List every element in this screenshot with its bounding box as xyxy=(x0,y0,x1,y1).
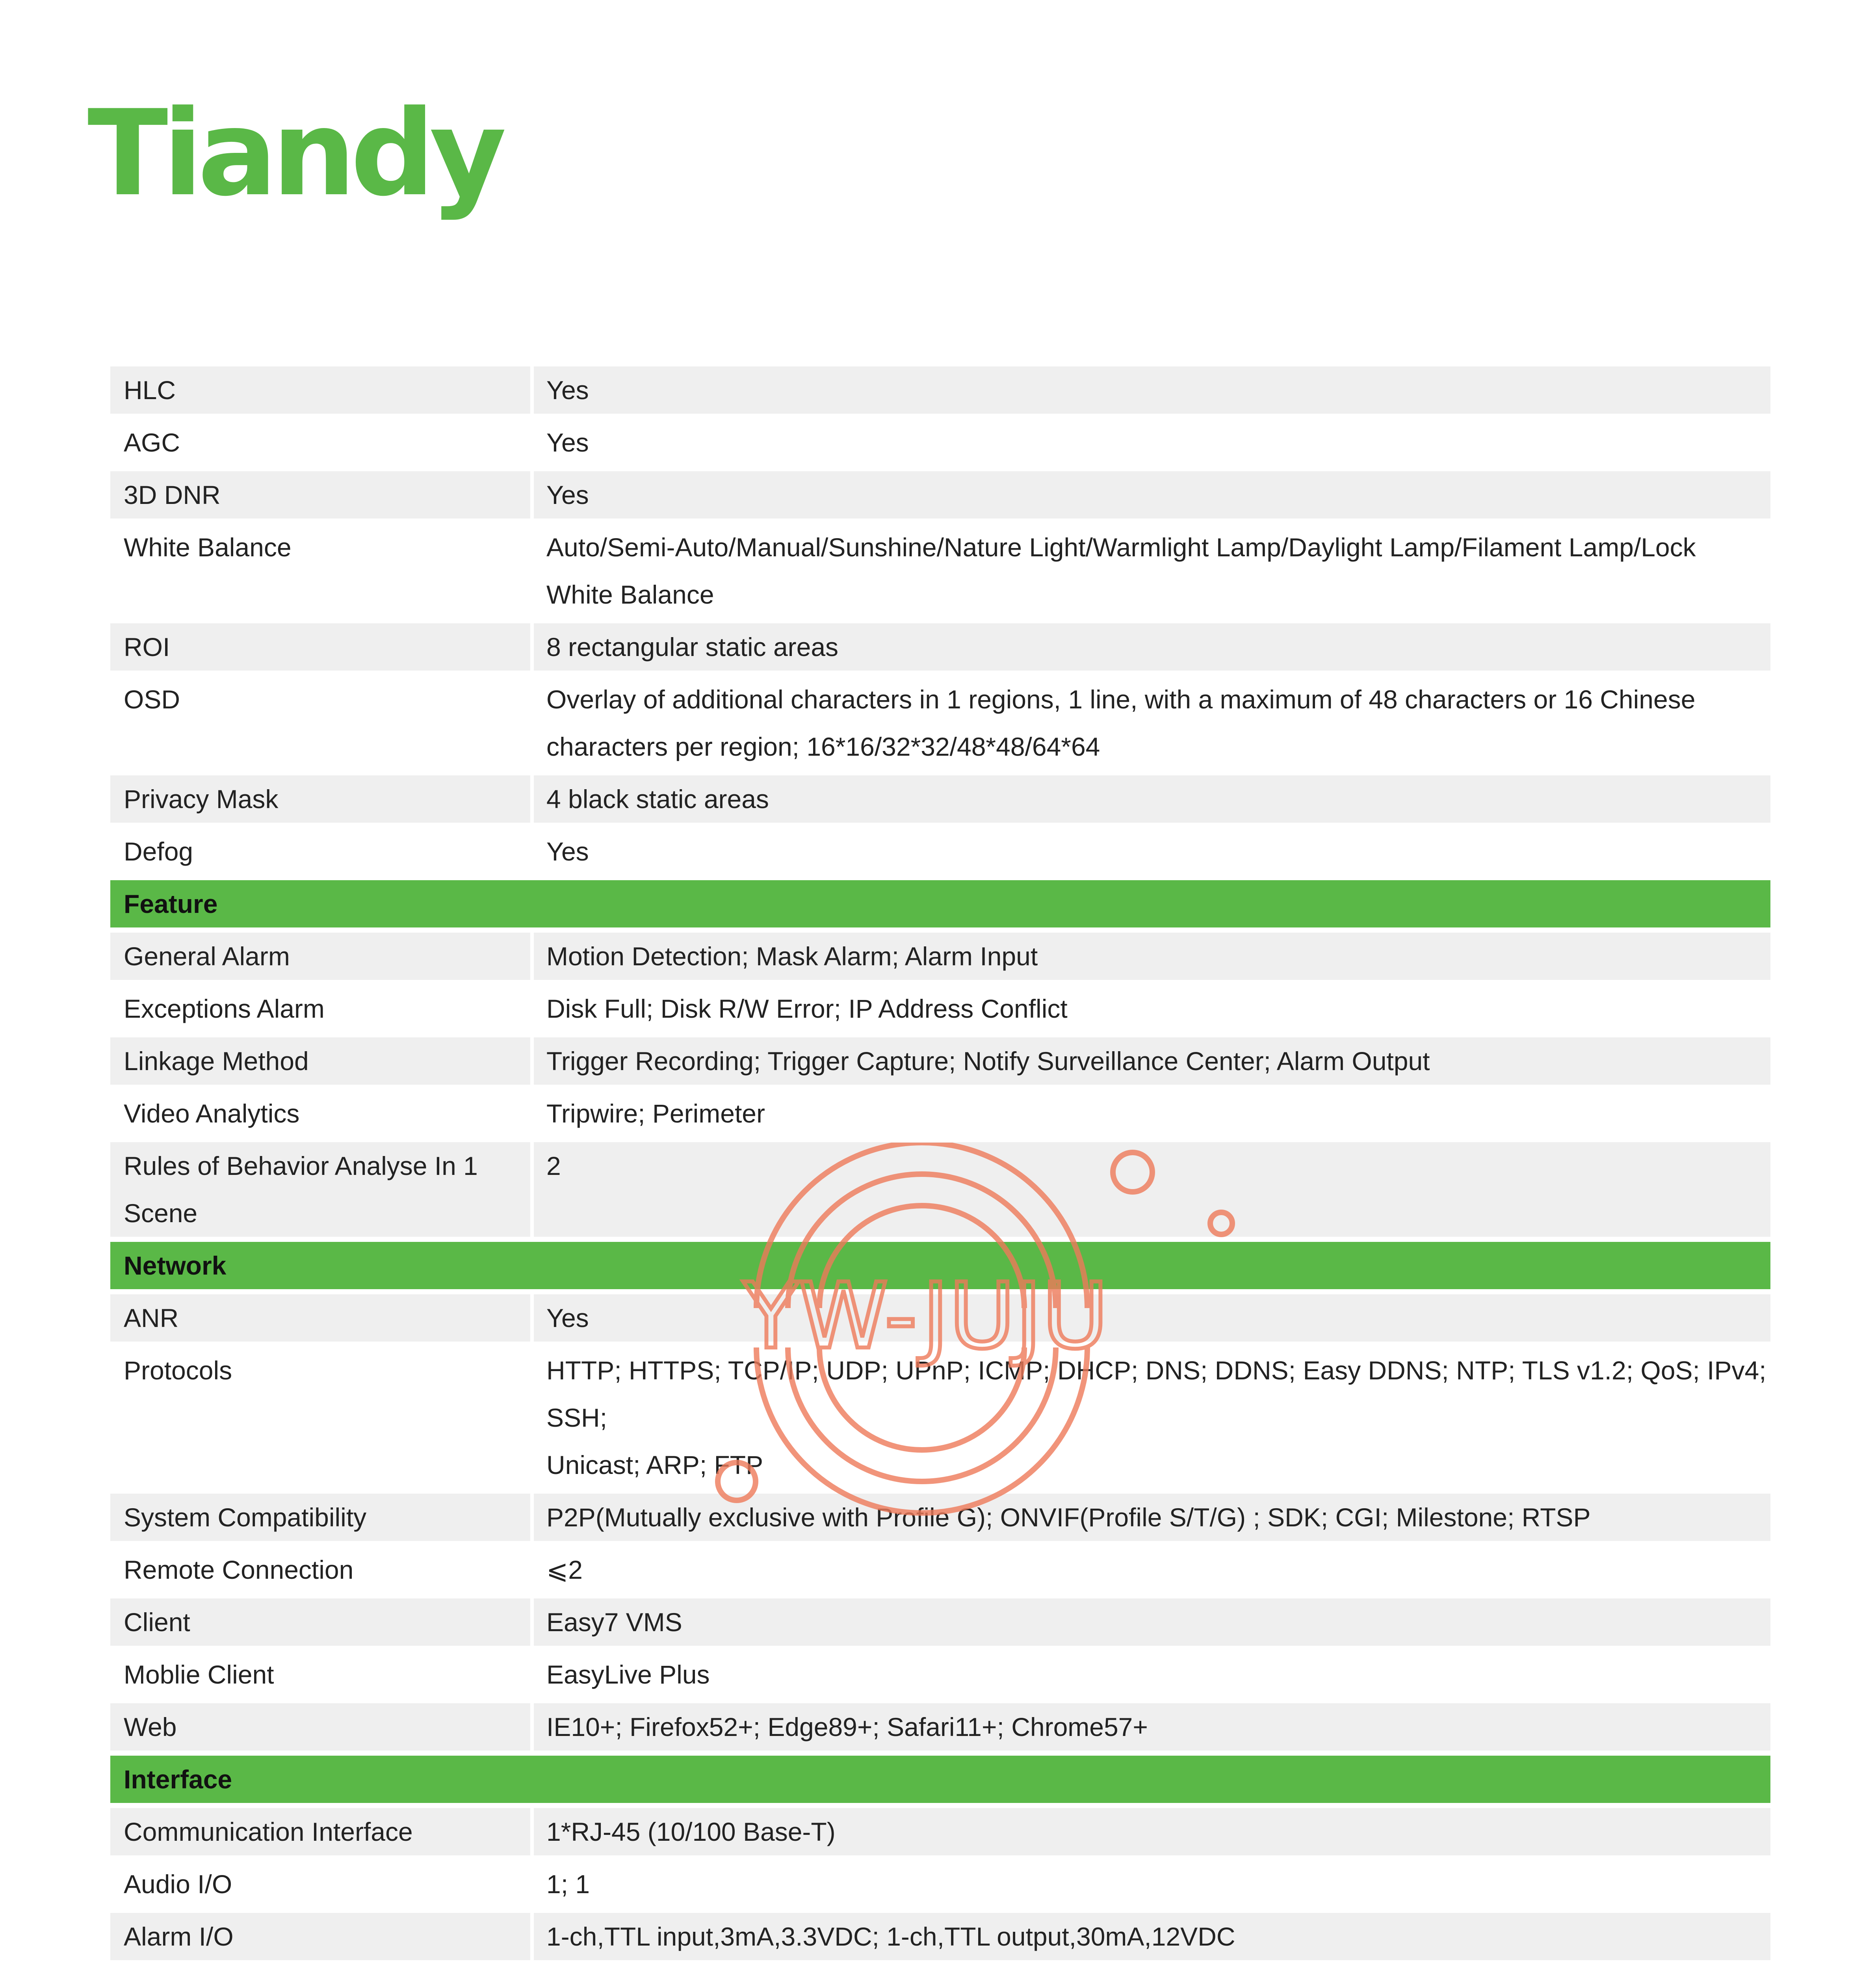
spec-row xyxy=(110,1347,1770,1494)
spec-row xyxy=(110,1142,1770,1242)
spec-row xyxy=(110,366,1770,419)
watermark-text: YW-JUJU xyxy=(743,1264,1109,1369)
spec-row xyxy=(110,1808,1770,1860)
spec-label: 3D DNR xyxy=(110,471,530,519)
spec-row xyxy=(110,1090,1770,1142)
spec-row xyxy=(110,419,1770,471)
spec-value: 1*RJ-45 (10/100 Base-T) xyxy=(534,1808,1770,1855)
spec-row xyxy=(110,775,1770,828)
spec-label: Protocols xyxy=(110,1347,530,1489)
spec-table xyxy=(110,366,1770,1970)
spec-label: HLC xyxy=(110,366,530,414)
spec-label: Alarm I/O xyxy=(110,1913,530,1960)
spec-label: System Compatibility xyxy=(110,1494,530,1541)
spec-label: AGC xyxy=(110,419,530,466)
spec-value: P2P(Mutually exclusive with Profile G); ONVIF(Profile S/T/G) ; SDK; CGI; Milestone; RTSP xyxy=(534,1494,1770,1541)
spec-value: Yes xyxy=(534,1294,1770,1342)
spec-row xyxy=(110,1651,1770,1703)
spec-label: Linkage Method xyxy=(110,1037,530,1085)
spec-row xyxy=(110,1037,1770,1090)
spec-value: 1; 1 xyxy=(534,1860,1770,1908)
spec-value: Trigger Recording; Trigger Capture; Notify Surveillance Center; Alarm Output xyxy=(534,1037,1770,1085)
spec-label: Audio I/O xyxy=(110,1860,530,1908)
spec-value: Yes xyxy=(534,366,1770,414)
spec-label: Defog xyxy=(110,828,530,875)
spec-label: Communication Interface xyxy=(110,1808,530,1855)
spec-row xyxy=(110,1294,1770,1347)
spec-label: Remote Connection xyxy=(110,1546,530,1593)
spec-value: 8 rectangular static areas xyxy=(534,623,1770,671)
spec-value: 1-ch,TTL input,3mA,3.3VDC; 1-ch,TTL output,30mA,12VDC xyxy=(534,1913,1770,1960)
spec-label xyxy=(110,1965,530,1970)
spec-row xyxy=(110,1598,1770,1651)
spec-row xyxy=(110,1860,1770,1913)
spec-row xyxy=(110,933,1770,985)
spec-row xyxy=(110,623,1770,676)
spec-label: Exceptions Alarm xyxy=(110,985,530,1032)
spec-value: Auto/Semi-Auto/Manual/Sunshine/Nature Light/Warmlight Lamp/Daylight Lamp/Filament Lamp/Lock White Balance xyxy=(534,524,1770,618)
spec-label: Rules of Behavior Analyse In 1 Scene xyxy=(110,1142,530,1237)
spec-label: Privacy Mask xyxy=(110,775,530,823)
spec-label: OSD xyxy=(110,676,530,770)
spec-row xyxy=(110,985,1770,1037)
spec-value: ⩽2 xyxy=(534,1546,1770,1593)
spec-value: Overlay of additional characters in 1 regions, 1 line, with a maximum of 48 characters or 16 Chinese characters per region; 16*16/32*32/48*48/64*64 xyxy=(534,676,1770,770)
spec-label: Client xyxy=(110,1598,530,1646)
spec-row xyxy=(110,1965,1770,1970)
spec-row xyxy=(110,1494,1770,1546)
spec-label: General Alarm xyxy=(110,933,530,980)
spec-label: White Balance xyxy=(110,524,530,618)
spec-value: IE10+; Firefox52+; Edge89+; Safari11+; Chrome57+ xyxy=(534,1703,1770,1751)
spec-value xyxy=(534,1965,1770,1970)
spec-value: Yes xyxy=(534,419,1770,466)
spec-value: Tripwire; Perimeter xyxy=(534,1090,1770,1137)
spec-row xyxy=(110,1913,1770,1965)
spec-label: ANR xyxy=(110,1294,530,1342)
spec-value: EasyLive Plus xyxy=(534,1651,1770,1698)
spec-value: HTTP; HTTPS; TCP/IP; UDP; UPnP; ICMP; DHCP; DNS; DDNS; Easy DDNS; NTP; TLS v1.2; QoS; IPv4; SSH; Unicast; ARP; FTP xyxy=(534,1347,1770,1489)
spec-value: 4 black static areas xyxy=(534,775,1770,823)
section-header: Feature xyxy=(110,880,1770,933)
spec-row xyxy=(110,1703,1770,1756)
spec-label: Web xyxy=(110,1703,530,1751)
spec-value: Disk Full; Disk R/W Error; IP Address Conflict xyxy=(534,985,1770,1032)
spec-value: Easy7 VMS xyxy=(534,1598,1770,1646)
spec-value: Motion Detection; Mask Alarm; Alarm Input xyxy=(534,933,1770,980)
spec-label: Video Analytics xyxy=(110,1090,530,1137)
tiandy-logo: Tiandy xyxy=(87,85,501,222)
spec-row xyxy=(110,828,1770,880)
section-header: Interface xyxy=(110,1756,1770,1808)
spec-value: Yes xyxy=(534,471,1770,519)
spec-row xyxy=(110,676,1770,775)
spec-row xyxy=(110,524,1770,623)
spec-row xyxy=(110,471,1770,524)
spec-row xyxy=(110,1546,1770,1598)
spec-value: Yes xyxy=(534,828,1770,875)
spec-label: Moblie Client xyxy=(110,1651,530,1698)
section-header: Network xyxy=(110,1242,1770,1294)
spec-label: ROI xyxy=(110,623,530,671)
spec-value: 2 xyxy=(534,1142,1770,1237)
